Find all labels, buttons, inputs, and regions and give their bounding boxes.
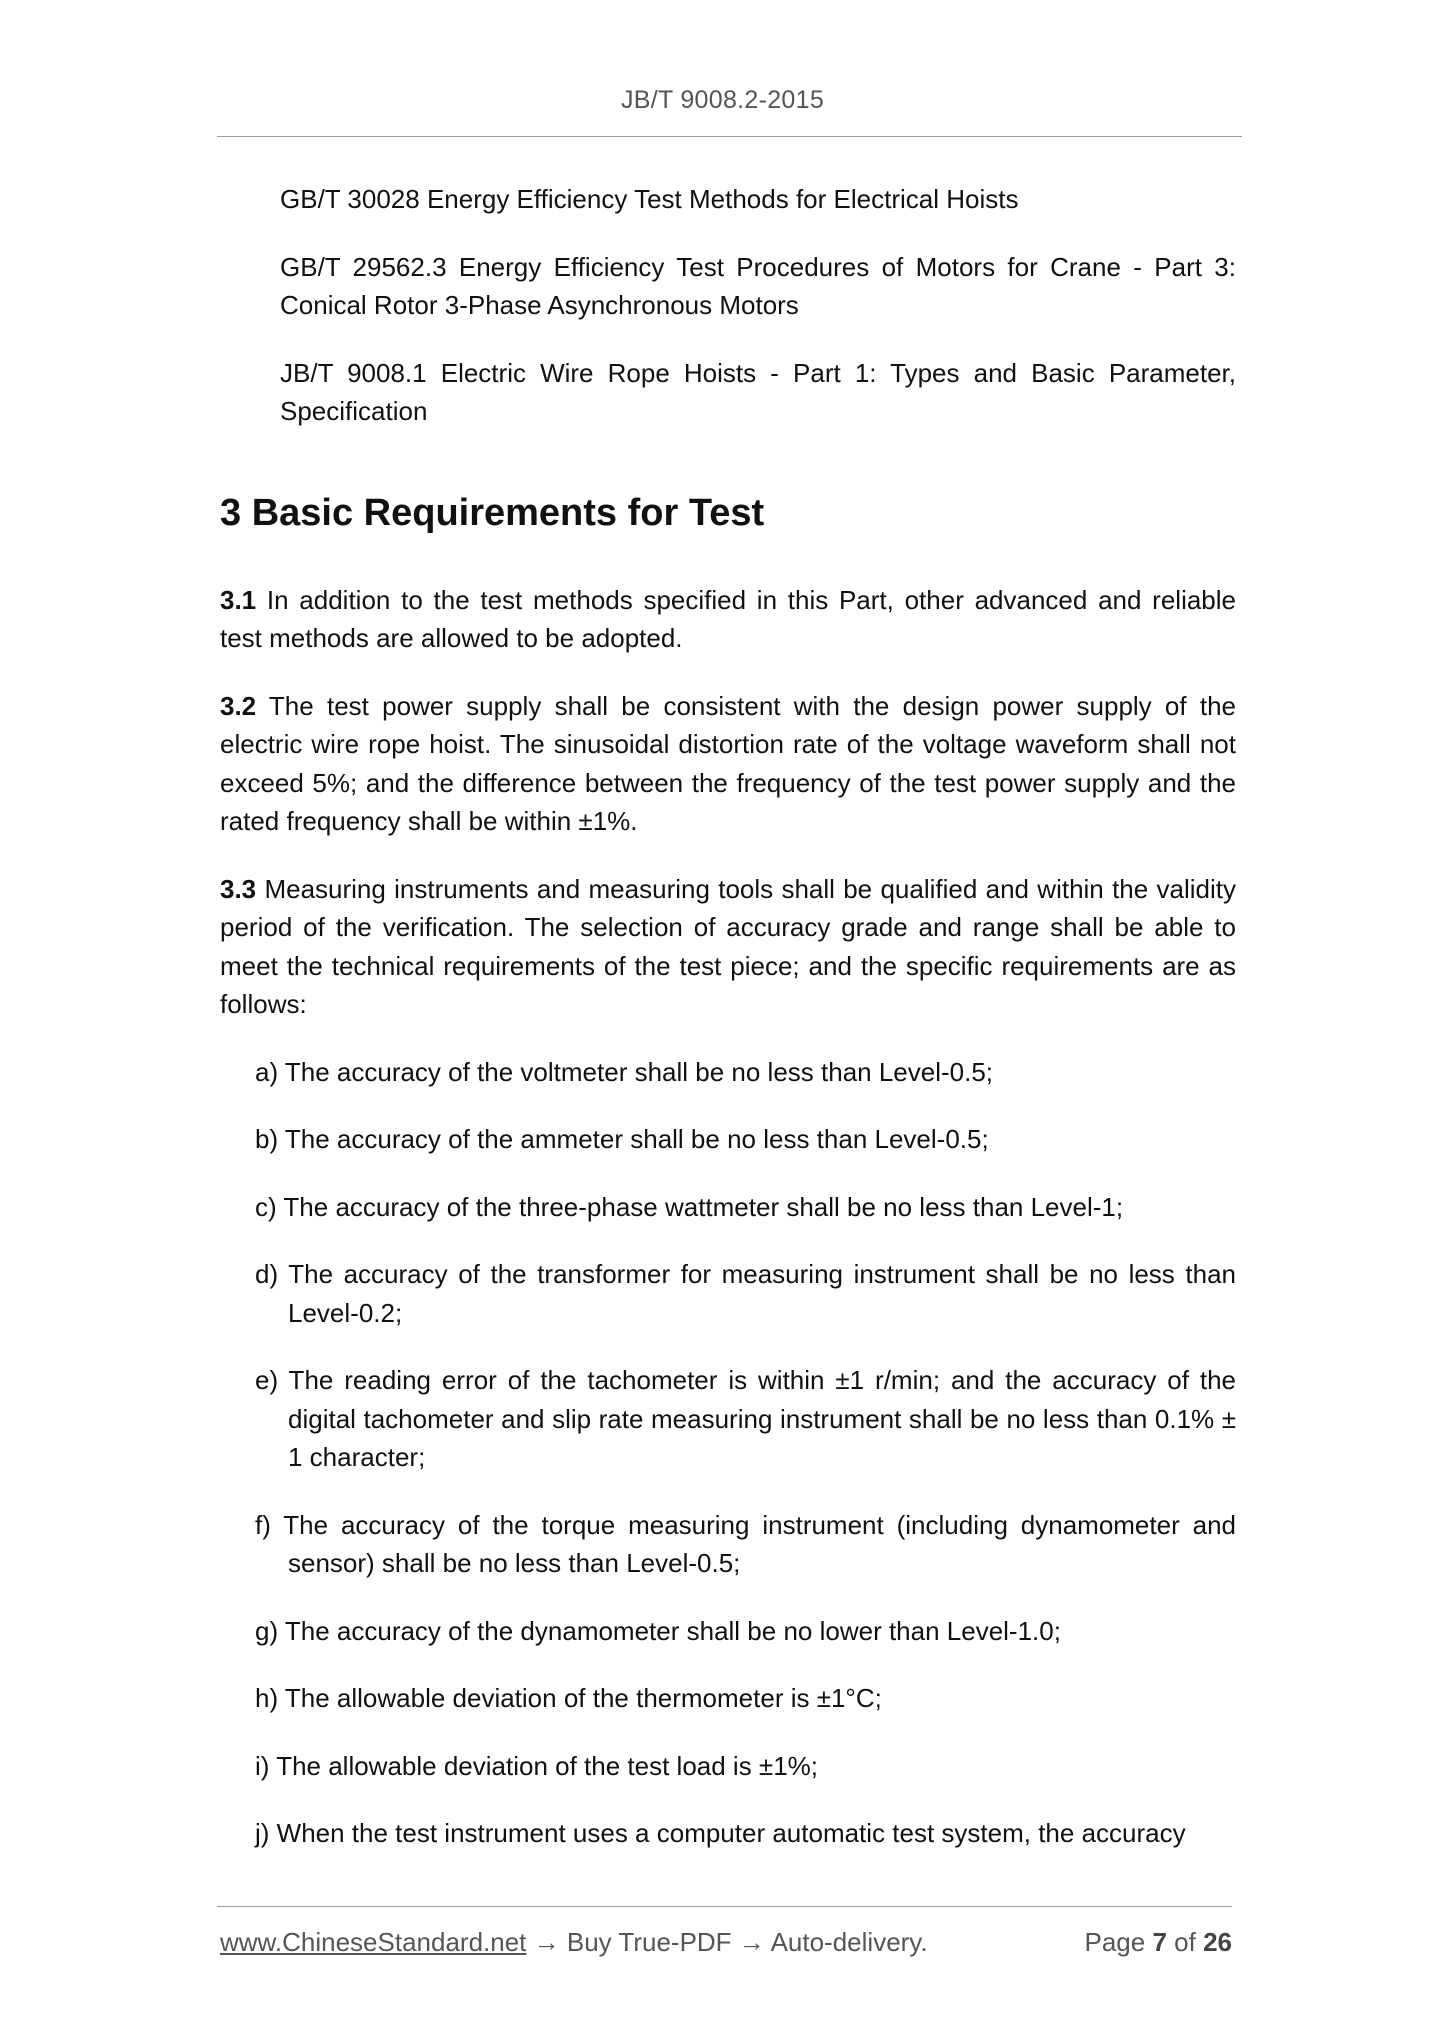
list-item: i) The allowable deviation of the test load is ±1%; bbox=[255, 1750, 818, 1781]
list-item: c) The accuracy of the three-phase wattmeter shall be no less than Level-1; bbox=[255, 1191, 1124, 1222]
clause-paragraph bbox=[220, 687, 1236, 841]
header-divider bbox=[217, 136, 1242, 137]
footer-promo-text: → Buy True-PDF → Auto-delivery. bbox=[526, 1927, 928, 1957]
clause-paragraph bbox=[220, 581, 1236, 658]
clause-number: 3.1 bbox=[220, 584, 257, 615]
clause-number: 3.2 bbox=[220, 690, 257, 721]
normative-reference: GB/T 29562.3 Energy Efficiency Test Procedures of Motors for Crane - Part 3: Conical Rotor 3-Phase Asynchronous Motors bbox=[280, 251, 1236, 320]
page-content bbox=[220, 180, 1236, 1882]
clause-paragraph bbox=[220, 870, 1236, 1024]
normative-reference: JB/T 9008.1 Electric Wire Rope Hoists - Part 1: Types and Basic Parameter, Specification bbox=[280, 357, 1236, 426]
list-item: b) The accuracy of the ammeter shall be no less than Level-0.5; bbox=[255, 1124, 989, 1154]
list-item: a) The accuracy of the voltmeter shall be no less than Level-0.5; bbox=[255, 1056, 994, 1087]
list-item: g) The accuracy of the dynamometer shall be no lower than Level-1.0; bbox=[255, 1615, 1061, 1646]
clause-text: The test power supply shall be consistent with the design power supply of the electric wire rope hoist. The sinusoidal distortion rate of the voltage waveform shall not exceed 5%; and the difference between the frequency of the test power supply and the rated frequency shall be within ±1%. bbox=[220, 690, 1236, 836]
clause-number: 3.3 bbox=[220, 873, 257, 904]
current-page-number: 7 bbox=[1152, 1927, 1167, 1957]
list-item: h) The allowable deviation of the thermometer is ±1°C; bbox=[255, 1683, 882, 1713]
section-heading: 3 Basic Requirements for Test bbox=[220, 491, 765, 534]
footer-divider bbox=[217, 1906, 1232, 1907]
page-label: Page bbox=[1084, 1927, 1146, 1957]
list-item: f) The accuracy of the torque measuring instrument (including dynamometer and sensor) shall be no less than Level-0.5; bbox=[255, 1509, 1236, 1578]
total-page-count: 26 bbox=[1203, 1927, 1232, 1957]
footer-promo bbox=[220, 1927, 928, 1958]
clause-text: In addition to the test methods specified in this Part, other advanced and reliable test methods are allowed to be adopted. bbox=[220, 584, 1236, 653]
normative-reference: GB/T 30028 Energy Efficiency Test Methods for Electrical Hoists bbox=[280, 184, 1019, 214]
list-item: e) The reading error of the tachometer is within ±1 r/min; and the accuracy of the digital tachometer and slip rate measuring instrument shall be no less than 0.1% ± 1 character; bbox=[255, 1365, 1236, 1472]
website-link[interactable]: www.ChineseStandard.net bbox=[220, 1927, 527, 1957]
document-header-title: JB/T 9008.2-2015 bbox=[620, 86, 825, 114]
list-item: d) The accuracy of the transformer for measuring instrument shall be no less than Level-0.2; bbox=[255, 1259, 1236, 1328]
of-label: of bbox=[1174, 1927, 1196, 1957]
list-item: j) When the test instrument uses a computer automatic test system, the accuracy bbox=[255, 1818, 1186, 1848]
clause-text: Measuring instruments and measuring tools shall be qualified and within the validity period of the verification. The selection of accuracy grade and range shall be able to meet the technical requirements of the test piece; and the specific requirements are as follows: bbox=[220, 873, 1236, 1019]
page-number bbox=[1084, 1927, 1232, 1958]
